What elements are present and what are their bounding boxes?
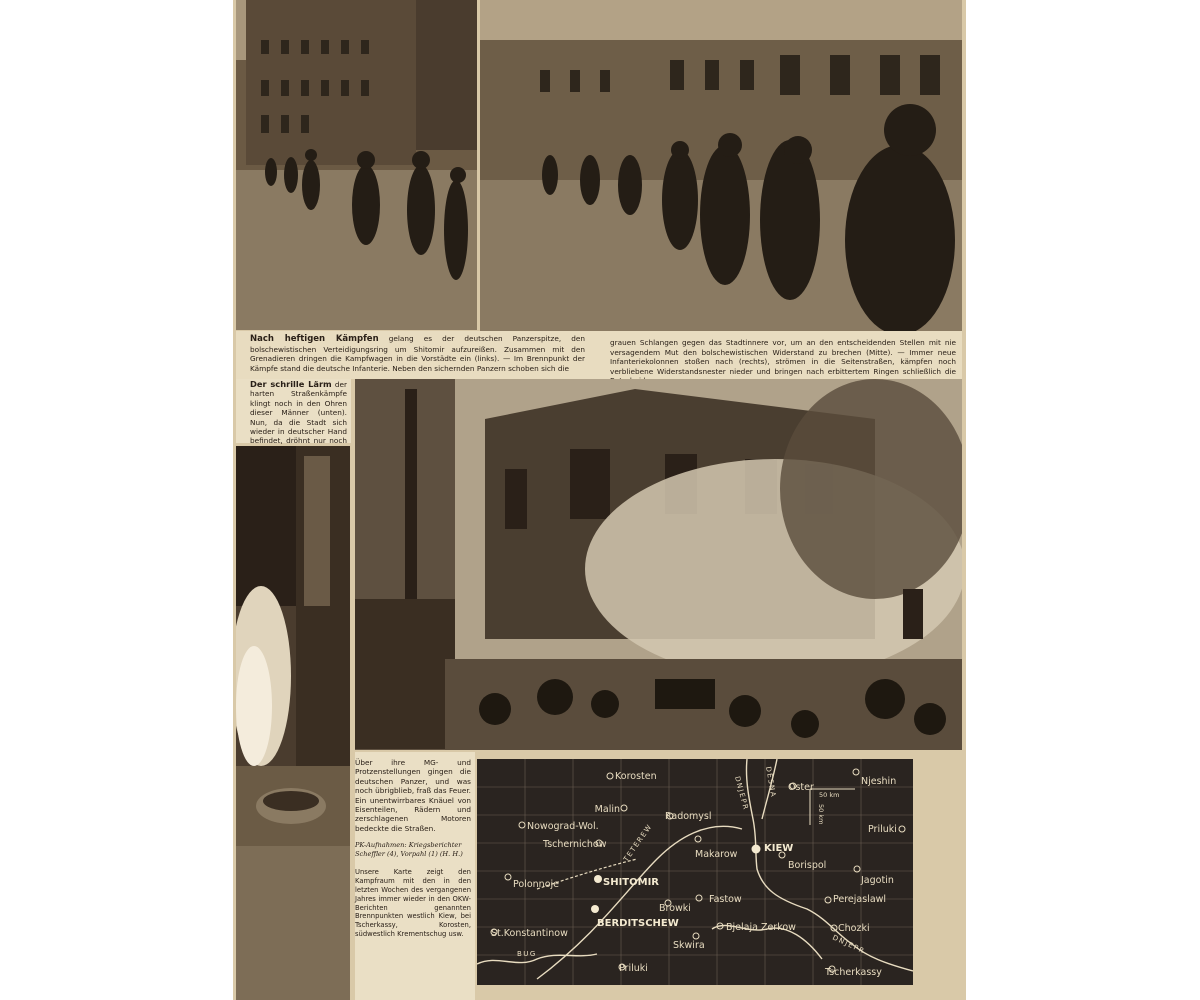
place-fastow: Fastow	[709, 894, 742, 905]
caption-mid-lead: Der schrille Lärm	[250, 379, 332, 389]
caption-bottom-text: Über ihre MG- und Protzenstellungen gingen die deutschen Panzer, und was noch übrigblieb, fraß das Feuer. Ein unentwirrbares Knäuel von Eisenteilen, Rädern und zerschlagenen Motoren bedeckte die Straßen.	[355, 758, 471, 833]
caption-mid-text: der harten Straßenkämpfe klingt noch in den Ohren dieser Männer (unten). Nun, da die Stadt sich wieder in deutscher Hand befindet, dröhnt nur noch	[250, 380, 347, 446]
photo-burning-doorway	[236, 446, 350, 1000]
map-kiev-region	[477, 759, 913, 985]
river-bug: BUG	[517, 950, 537, 958]
scale-vertical: 50 km	[817, 804, 825, 825]
place-st-konstantinow: St.Konstantinow	[491, 928, 568, 939]
place-korosten: Korosten	[615, 771, 657, 782]
place-radomysl: Radomysl	[665, 811, 712, 822]
river-teterew: TETEREW	[622, 822, 654, 864]
place-berditschew: BERDITSCHEW	[597, 918, 679, 929]
place-makarow: Makarow	[695, 849, 738, 860]
caption-top-right-text: grauen Schlangen gegen das Stadtinnere vor, um an den entscheidenden Stellen mit nie versagendem Mut den bolschewistischen Widerstand zu brechen (Mitte). — Immer neue Infanteriekolonnen stoßen nach (rechts), strömen in die Seitenstraßen, kämpfen noch verbliebene Widerstandsnester nieder und bringen nach erbittertem Ringen schließlich die	[610, 338, 956, 376]
place-oster: Oster	[788, 782, 814, 793]
place-borispol: Borispol	[788, 860, 827, 871]
place-tschernichow: Tschernichow	[543, 839, 607, 850]
photo-credit: PK-Aufnahmen: Kriegsberichter Scheffler (4), Vorpahl (1) (H. H.)	[355, 841, 463, 858]
place-njeshin: Njeshin	[861, 776, 897, 787]
photo-burning-building	[355, 379, 962, 750]
caption-top-lead: Nach heftigen Kämpfen	[250, 334, 379, 344]
place-tscherkassy: Tscherkassy	[825, 967, 882, 978]
place-skwira: Skwira	[673, 940, 705, 951]
scale-horizontal: 50 km	[819, 791, 840, 799]
place-chozki: Chozki	[838, 923, 870, 934]
place-kiew: KIEW	[764, 843, 794, 854]
place-browki: Browki	[659, 903, 691, 914]
river-desna: DESNA	[764, 765, 778, 799]
place-priluki-south: Priluki	[619, 963, 648, 974]
photo-soldiers-street-right	[480, 0, 962, 335]
photo-soldiers-street-left	[236, 0, 477, 330]
place-malin: Malin	[594, 804, 620, 815]
place-shitomir: SHITOMIR	[603, 877, 659, 888]
place-nowograd: Nowograd-Wol.	[527, 821, 599, 832]
place-polonnoje: Polonnoje	[513, 879, 559, 890]
river-dnjepr: DNJEPR	[733, 775, 750, 812]
place-bjelaja-zerkow: Bjelaja Zerkow	[726, 922, 796, 933]
place-jagotin: Jagotin	[861, 875, 894, 886]
river-dnjepr-south: DNJEPR	[831, 933, 867, 956]
place-priluki-north: Priluki	[868, 824, 897, 835]
caption-top	[236, 331, 962, 379]
caption-bottom	[355, 752, 475, 1000]
caption-top-left-text: gelang es der deutschen Panzerspitze, den bolschewistischen Verteidigungsring um Shitomir aufzureißen. Zusammen mit den Grenadieren dringen die Kampfwagen in die Vorstädte ein (links). — Im Brennpunkt der Kämpfe stand die deutsche Infanterie. Neben den sichernden Panzern schoben sich die	[250, 334, 585, 373]
place-perejaslawl: Perejaslawl	[833, 894, 887, 905]
caption-mid	[236, 379, 351, 446]
map-note: Unsere Karte zeigt den Kampfraum mit den in den letzten Wochen des vergangenen Jahres immer wieder in den OKW-Berichten genannten Brennpunkten westlich Kiew, bei Tscherkassy, Korosten, südwestlich Krementschug usw.	[355, 868, 471, 939]
